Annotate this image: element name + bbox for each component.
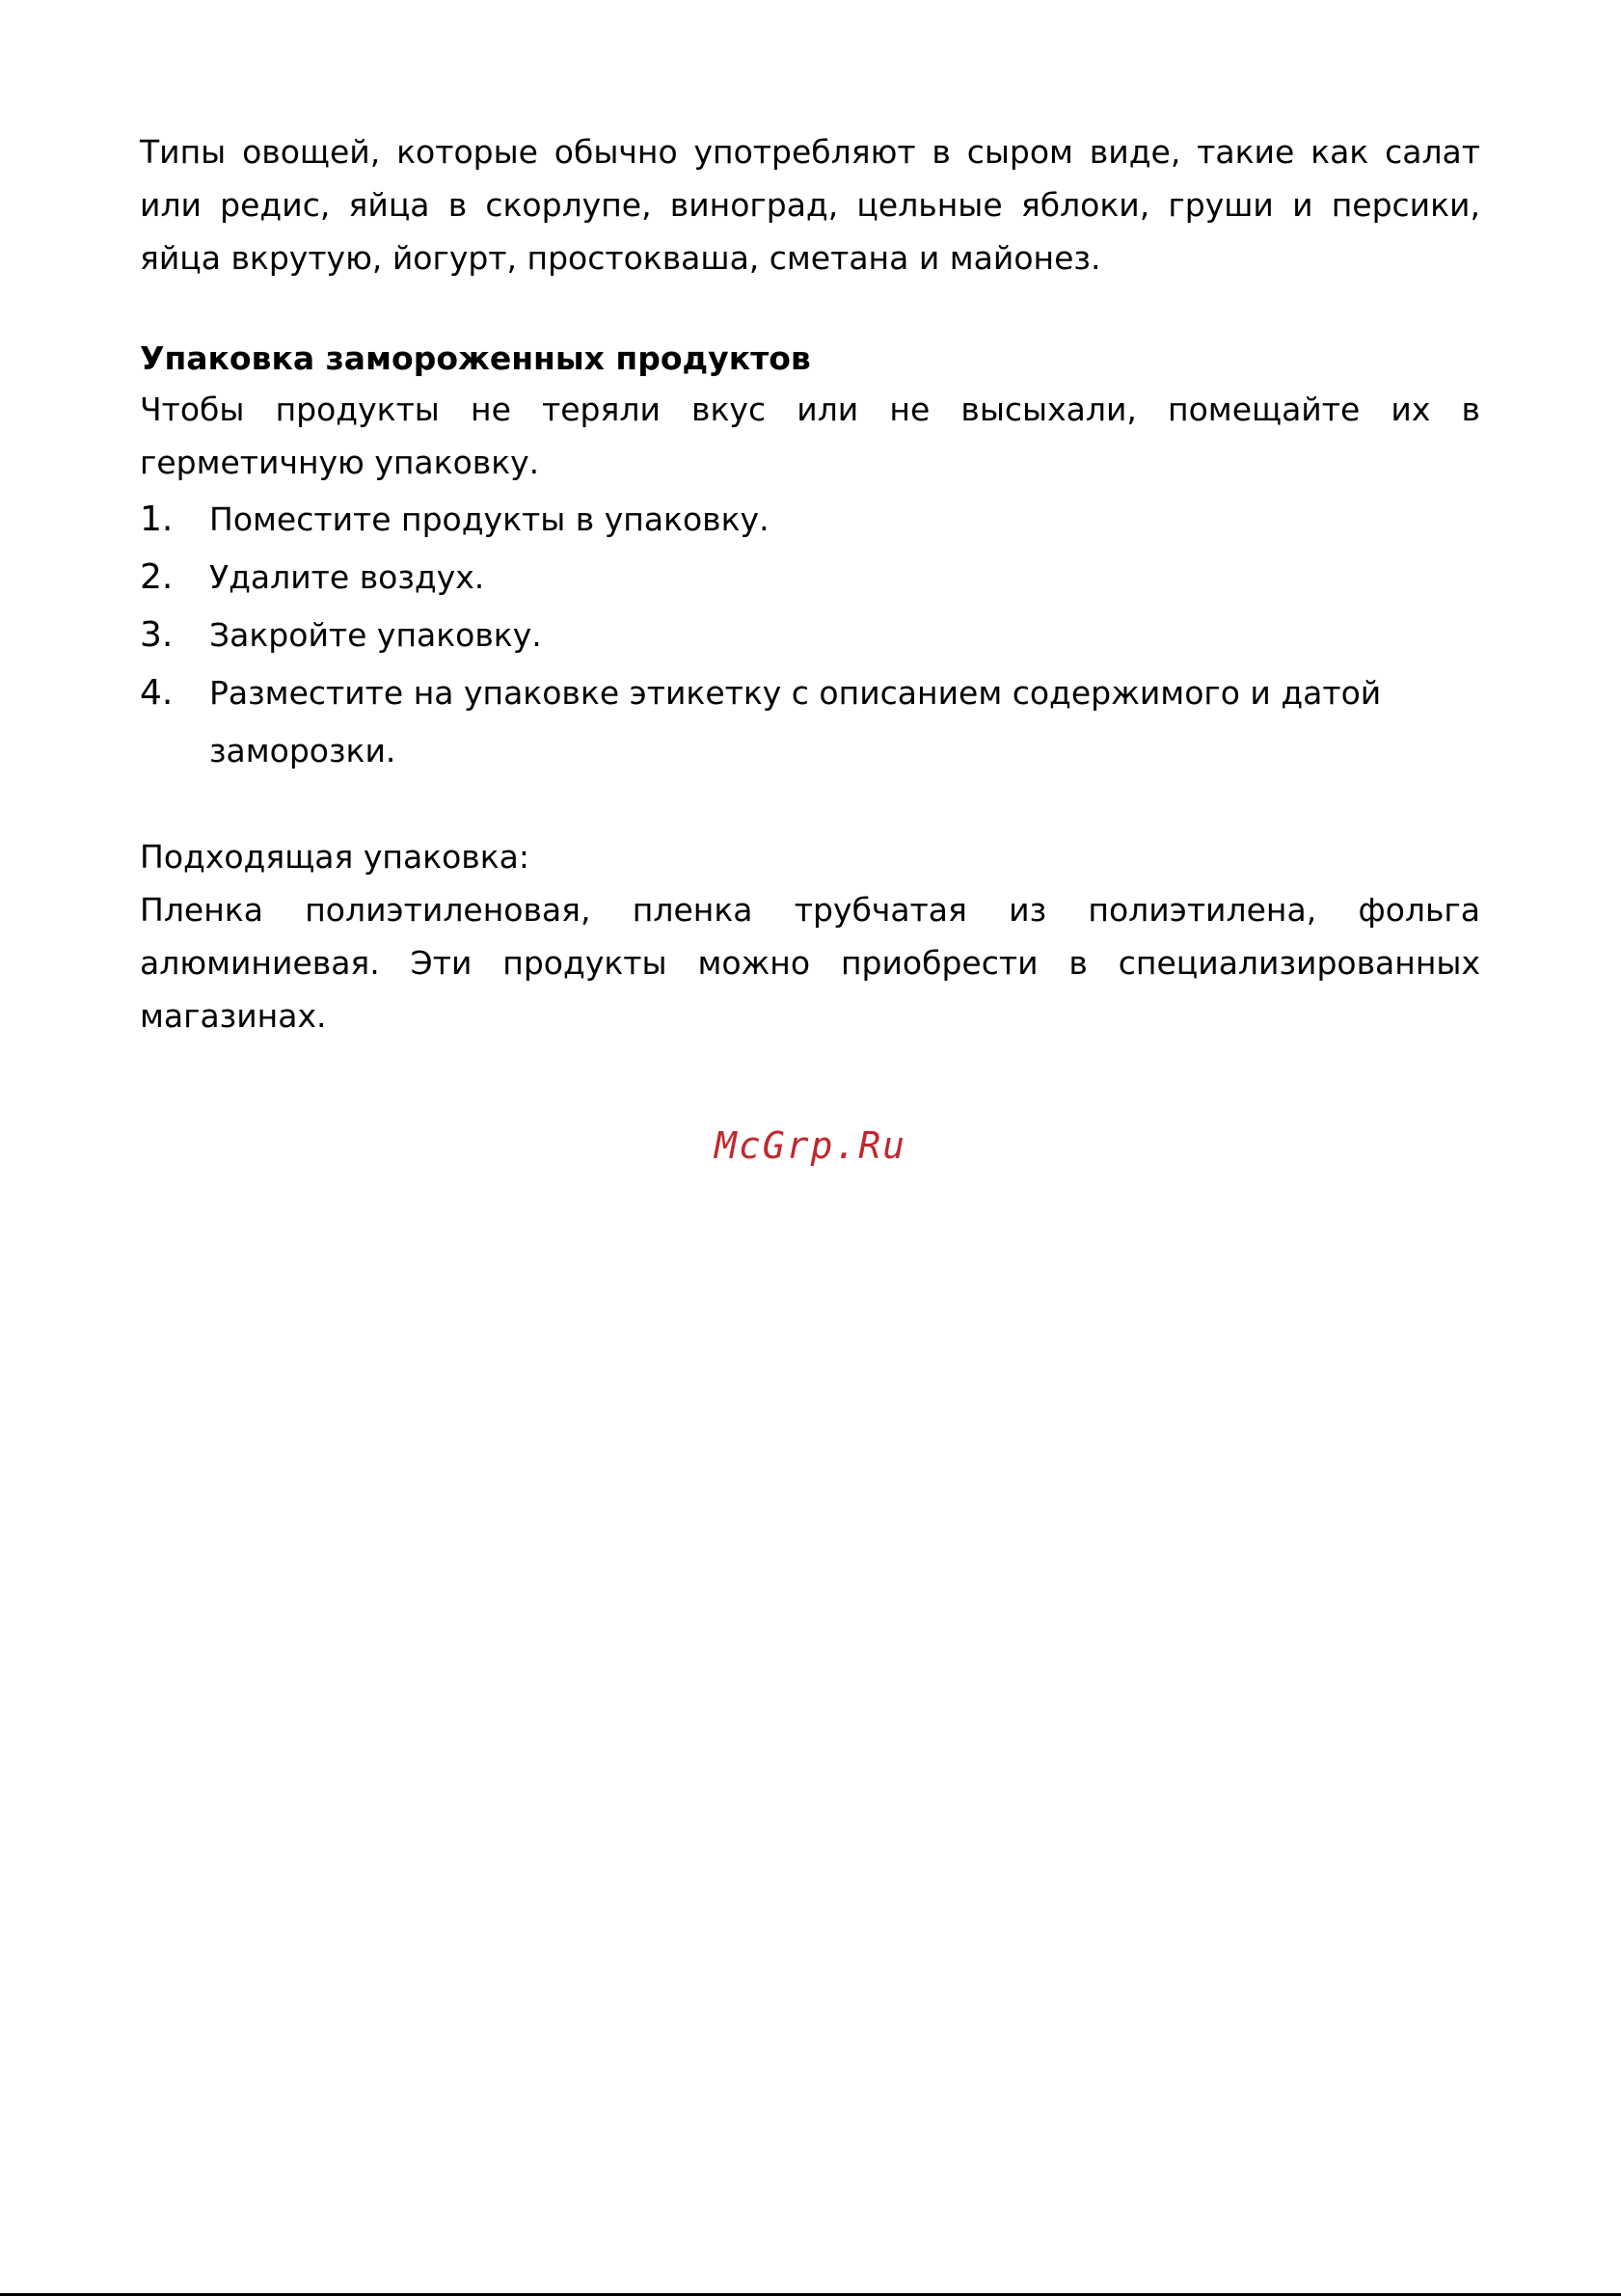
section-heading: Упаковка замороженных продуктов <box>140 339 811 377</box>
suitable-packaging-label: Подходящая упаковка: <box>140 838 530 876</box>
step-item <box>140 607 1480 664</box>
step-item <box>140 491 1480 549</box>
step-number: 1. <box>140 500 174 539</box>
step-item <box>140 664 1480 780</box>
steps-list <box>140 491 1480 780</box>
step-text: Удалите воздух. <box>209 558 485 596</box>
step-text: Разместите на упаковке этикетку с описанием содержимого и датой заморозки. <box>209 674 1382 770</box>
suitable-packaging-paragraph: Пленка полиэтиленовая, пленка трубчатая из полиэтилена, фольга алюминиевая. Эти продукты можно приобрести в специализированных магазинах. <box>140 891 1480 1035</box>
packing-intro-paragraph: Чтобы продукты не теряли вкус или не высыхали, помещайте их в герметичную упаковку. <box>140 391 1480 481</box>
step-text: Поместите продукты в упаковку. <box>209 500 770 538</box>
step-number: 3. <box>140 615 174 655</box>
step-text: Закройте упаковку. <box>209 616 542 654</box>
watermark-logo[interactable]: McGrp.Ru <box>714 1124 907 1167</box>
step-item <box>140 549 1480 607</box>
step-number: 2. <box>140 557 174 597</box>
intro-paragraph: Типы овощей, которые обычно употребляют в сыром виде, такие как салат или редис, яйца в скорлупе, виноград, цельные яблоки, груши и персики, яйца вкрутую, йогурт, простокваша, сметана и майонез. <box>140 133 1480 277</box>
step-number: 4. <box>140 673 174 713</box>
document-page <box>140 125 1480 1042</box>
